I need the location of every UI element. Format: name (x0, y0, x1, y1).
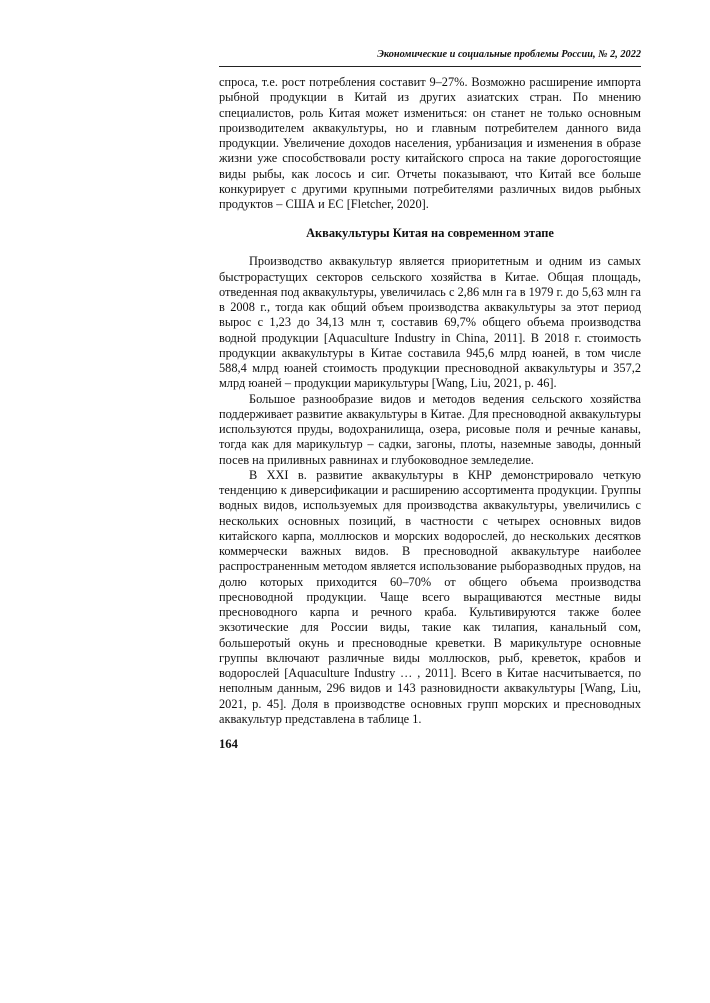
journal-page (219, 46, 641, 752)
paragraph-diversification: В XXI в. развитие аквакультуры в КНР демонстрировало четкую тенденцию к диверсификации и расширению ассортимента продукции. Группы водных видов, используемых для производства аквакультуры, увеличились с нескольких основных позиций, в частности с четырех основных видов китайского карпа, моллюсков и морских водорослей, до нескольких десятков коммерчески важных видов. В пресноводной аквакультуре наиболее распространенным методом является использование рыборазводных прудов, на долю которых приходится 60–70% от общего объема производства пресноводной продукции. Чаще всего выращиваются местные виды пресноводного карпа и речного краба. Культивируются также более экзотические для России виды, такие как тилапия, канальный сом, большеротый окунь и пресноводные креветки. В марикультуре основные группы включают различные виды моллюсков, рыб, креветок, крабов и водорослей [Aquaculture Industry … , 2011]. Всего в Китае насчитывается, по неполным данным, 296 видов и 143 разновидности аквакультуры [Wang, Liu, 2021, p. 45]. Доля в производстве основных групп морских и пресноводных аквакультур представлена в таблице 1. (219, 467, 641, 726)
page-number: 164 (219, 737, 238, 751)
paragraph-methods: Большое разнообразие видов и методов ведения сельского хозяйства поддерживает развитие аквакультуры в Китае. Для пресноводной аквакультуры используются пруды, водохранилища, озера, рисовые поля и речные канавы, тогда как для марикультур – садки, загоны, плоты, наземные заводы, донный посев на приливных равнинах и глубоководное земледелие. (219, 391, 641, 467)
paragraph-production: Производство аквакультур является приоритетным и одним из самых быстрорастущих секторов сельского хозяйства в Китае. Общая площадь, отведенная под аквакультуры, увеличилась с 2,86 млн га в 1979 г. до 5,63 млн га в 2008 г., тогда как общий объем производства аквакультуры за этот период вырос с 1,23 до 34,13 млн т, составив 69,7% общего объема производства водной продукции [Aquaculture Industry in China, 2011]. В 2018 г. стоимость продукции аквакультуры в Китае составила 945,6 млрд юаней, в том числе 588,4 млрд юаней стоимость продукции пресноводной аквакультуры и 357,2 млрд юаней – продукции марикультуры [Wang, Liu, 2021, p. 46]. (219, 254, 641, 391)
running-header: Экономические и социальные проблемы России, № 2, 2022 (219, 49, 641, 67)
section-heading: Аквакультуры Китая на современном этапе (306, 226, 554, 241)
paragraph-continued: спроса, т.е. рост потребления составит 9–27%. Возможно расширение импорта рыбной продукции в Китай из других азиатских стран. По мнению специалистов, роль Китая может измениться: он станет не только основным производителем аквакультуры, но и главным потребителем данного вида продукции. Увеличение доходов населения, урбанизация и изменения в образе жизни уже способствовали росту китайского спроса на такие дорогостоящие виды рыбы, как лосось и сиг. Отчеты показывают, что Китай все больше конкурирует с другими крупными потребителями различных видов рыбных продуктов – США и ЕС [Fletcher, 2020]. (219, 75, 641, 211)
